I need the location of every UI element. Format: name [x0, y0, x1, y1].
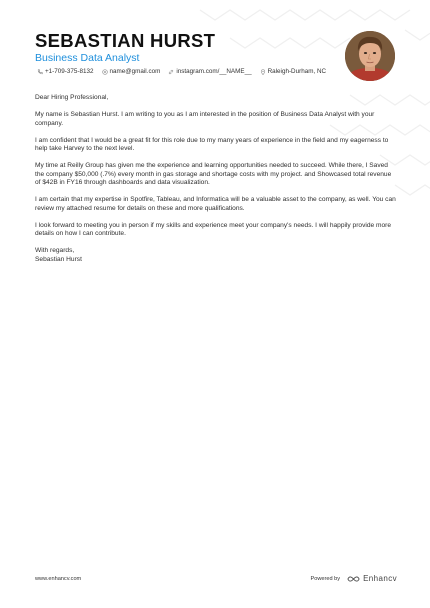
brand-logo[interactable]: [347, 574, 397, 583]
contact-link[interactable]: [168, 68, 251, 75]
location-pin-icon: [260, 69, 266, 75]
letter-closing: With regards,: [35, 247, 75, 254]
enhancv-logo-icon: [347, 575, 360, 583]
applicant-name: SEBASTIAN HURST: [35, 30, 216, 51]
footer-website-link[interactable]: www.enhancv.com: [35, 575, 82, 582]
contact-phone-text: +1-709-375-8132: [45, 68, 94, 75]
at-icon: [102, 69, 108, 75]
contact-bar: [37, 68, 334, 75]
powered-by: [311, 574, 397, 583]
contact-email[interactable]: [102, 68, 161, 75]
applicant-title: Business Data Analyst: [35, 52, 140, 64]
letter-paragraph: I am confident that I would be a great fit for this role due to my many years of experience in the field and my eagerness to help take Harvey to the next level.: [35, 136, 389, 152]
brand-name: Enhancv: [363, 574, 397, 583]
contact-email-text: name@gmail.com: [109, 68, 161, 75]
profile-photo: [345, 31, 395, 81]
letter-paragraph: My name is Sebastian Hurst. I am writing to you as I am interested in the position of Business Data Analyst with your company.: [35, 111, 375, 127]
phone-icon: [37, 69, 43, 75]
letter-signature: Sebastian Hurst: [35, 255, 82, 263]
contact-link-text: instagram.com/__NAME__: [176, 68, 252, 75]
contact-phone[interactable]: [37, 68, 94, 75]
contact-location-text: Raleigh-Durham, NC: [267, 68, 327, 75]
link-icon: [168, 69, 174, 75]
letter-paragraph: I am certain that my expertise in Spotfire, Tableau, and Informatica will be a valuable asset to the company, as well. You can review my attached resume for details on these and more qualifications.: [35, 196, 396, 212]
letter-paragraph: My time at Reilly Group has given me the experience and learning opportunities needed to succeed. While there, I Saved the company $50,000 (.7%) every month in gas storage and shortage costs with my project. and Showcased total revenue of $42B in FY16 through dashboards and data visualization.: [35, 162, 392, 186]
letter-greeting: Dear Hiring Professional,: [35, 94, 109, 101]
powered-by-label: Powered by: [310, 575, 341, 582]
letter-paragraph: I look forward to meeting you in person if my skills and experience meet your company's needs. I will happily provide more details on how I can contribute.: [35, 221, 392, 237]
page-footer: [35, 574, 397, 583]
letter-body: [35, 94, 397, 264]
contact-location: [260, 68, 326, 75]
